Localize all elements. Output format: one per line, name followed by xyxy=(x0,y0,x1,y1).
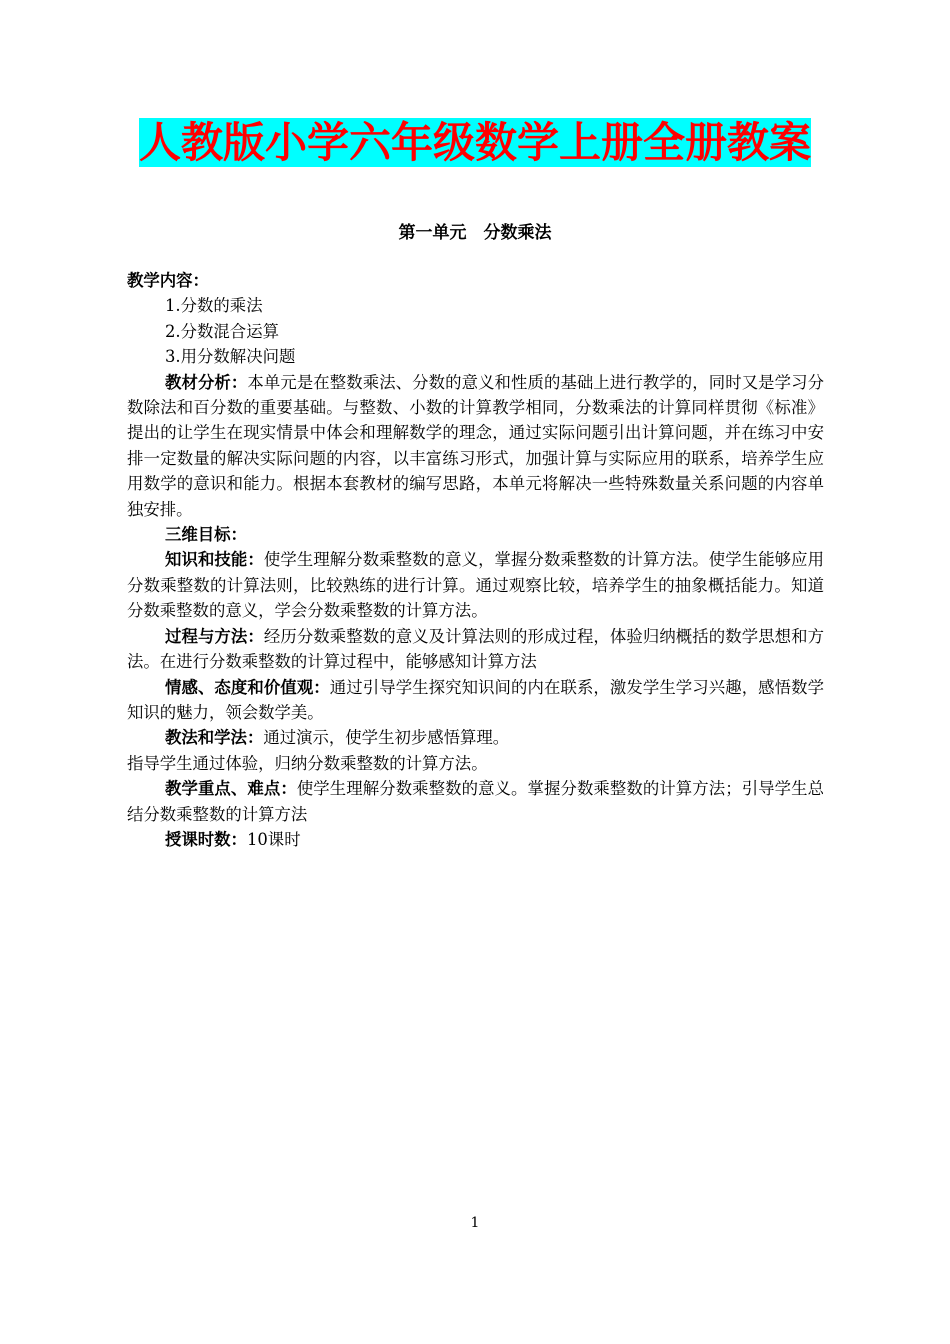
keypoints-label: 教学重点、难点： xyxy=(165,779,297,799)
goals-heading: 三维目标： xyxy=(165,525,247,545)
emotion-label: 情感、态度和价值观： xyxy=(165,677,330,697)
analysis-paragraph xyxy=(127,370,824,522)
methods-paragraph-2: 指导学生通过体验，归纳分数乘整数的计算方法。 xyxy=(127,753,488,773)
knowledge-paragraph xyxy=(127,547,824,623)
emotion-text: 通过引导学生探究知识间的内在联系，激发学生学习兴趣，感悟数学知识的魅力，领会数学美。 xyxy=(127,677,825,722)
analysis-label: 教材分析： xyxy=(165,372,248,392)
hours-text: 10课时 xyxy=(246,829,301,849)
keypoints-paragraph xyxy=(127,776,824,827)
knowledge-text: 使学生理解分数乘整数的意义，掌握分数乘整数的计算方法。使学生能够应用分数乘整数的计算法则，比较熟练的进行计算。通过观察比较，培养学生的抽象概括能力。知道分数乘整数的意义，学会分数乘整数的计算方法。 xyxy=(127,550,825,621)
list-item: 3.用分数解决问题 xyxy=(165,347,296,367)
methods-text: 通过演示，使学生初步感悟算理。 xyxy=(263,728,510,748)
process-label: 过程与方法： xyxy=(165,626,264,646)
hours-paragraph xyxy=(127,827,824,852)
methods-paragraph xyxy=(127,725,824,750)
page-number: 1 xyxy=(470,1215,480,1231)
list-item: 2.分数混合运算 xyxy=(165,321,279,341)
section-heading-content: 教学内容： xyxy=(127,271,209,290)
methods-label: 教法和学法： xyxy=(165,728,264,748)
unit-subtitle: 第一单元 分数乘法 xyxy=(398,223,552,243)
document-title xyxy=(100,118,850,168)
knowledge-label: 知识和技能： xyxy=(165,550,264,570)
document-body xyxy=(127,268,824,852)
keypoints-text: 使学生理解分数乘整数的意义。掌握分数乘整数的计算方法；引导学生总结分数乘整数的计算方法 xyxy=(127,779,825,824)
list-item: 1.分数的乘法 xyxy=(165,296,263,316)
process-text: 经历分数乘整数的意义及计算法则的形成过程，体验归纳概括的数学思想和方法。在进行分数乘整数的计算过程中，能够感知计算方法 xyxy=(127,626,825,672)
title-text: 人教版小学六年级数学上册全册教案 xyxy=(138,118,811,167)
process-paragraph xyxy=(127,624,824,675)
analysis-text: 本单元是在整数乘法、分数的意义和性质的基础上进行教学的，同时又是学习分数除法和百分数的重要基础。与整数、小数的计算教学相同，分数乘法的计算同样贯彻《标准》提出的让学生在现实情景中体会和理解数学的理念，通过实际问题引出计算问题，并在练习中安排一定数量的解决实际问题的内容，以丰富练习形式，加强计算与实际应用的联系，培养学生应用数学的意识和能力。根据本套教材的编写思路，本单元将解决一些特殊数量关系问题的内容单独安排。 xyxy=(127,372,825,519)
hours-label: 授课时数： xyxy=(165,829,247,849)
emotion-paragraph xyxy=(127,675,824,726)
